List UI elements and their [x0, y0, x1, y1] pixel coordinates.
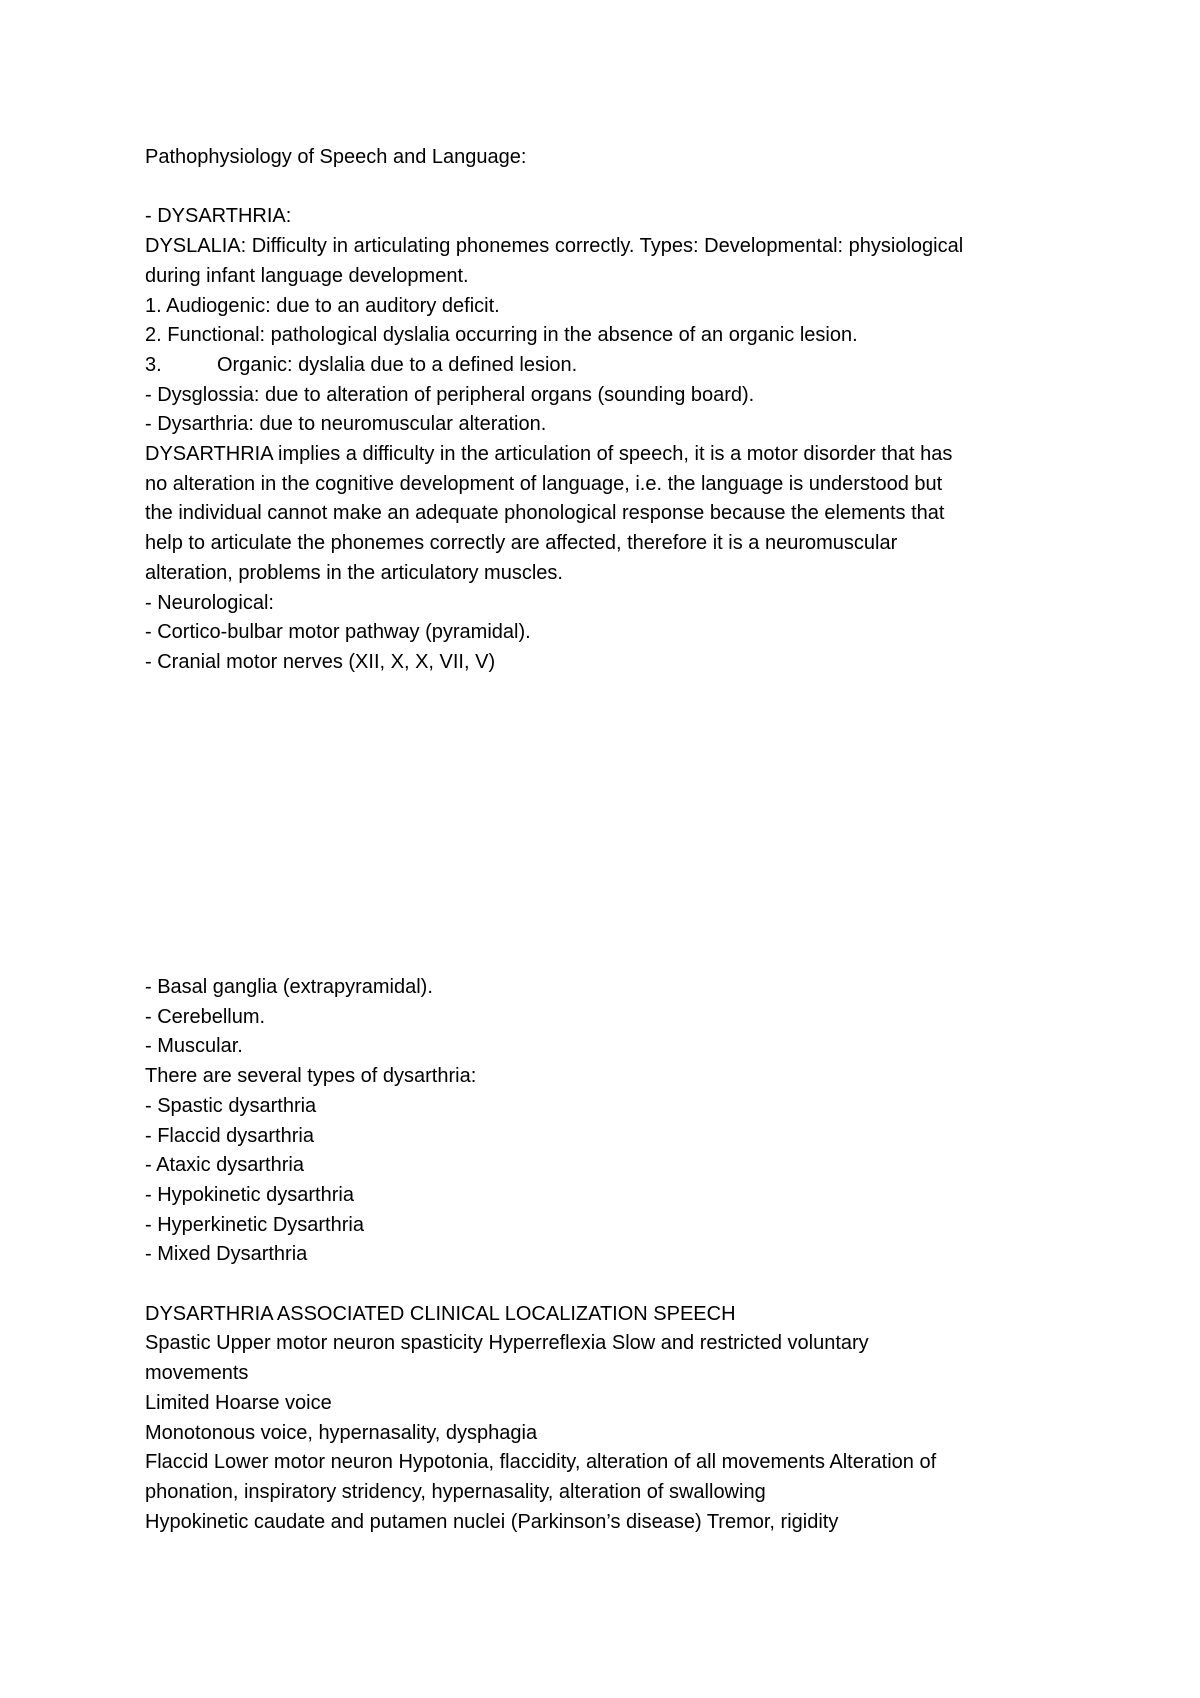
- neurological-item: - Cranial motor nerves (XII, X, X, VII, V): [145, 650, 496, 673]
- text-block-bottom: [145, 973, 1065, 1537]
- table-header: DYSARTHRIA ASSOCIATED CLINICAL LOCALIZATION SPEECH: [145, 1302, 736, 1325]
- list-item-text: Organic: dyslalia due to a defined lesion.: [217, 353, 578, 376]
- neurological-item: - Cortico-bulbar motor pathway (pyramidal).: [145, 621, 531, 644]
- table-line: Spastic Upper motor neuron spasticity Hyperreflexia Slow and restricted voluntary: [145, 1332, 869, 1355]
- dysarthria-type-item: - Flaccid dysarthria: [145, 1124, 314, 1147]
- text-block-top: [145, 143, 1065, 678]
- document-title: Pathophysiology of Speech and Language:: [145, 146, 527, 168]
- section-heading-dysarthria: - DYSARTHRIA:: [145, 205, 292, 228]
- table-line: movements: [145, 1362, 249, 1385]
- dyslalia-definition-line: DYSLALIA: Difficulty in articulating phonemes correctly. Types: Developmental: physiological: [145, 235, 964, 258]
- list-number: 3.: [145, 353, 162, 376]
- table-line: phonation, inspiratory stridency, hypernasality, alteration of swallowing: [145, 1480, 766, 1503]
- blank-line: [145, 1270, 1065, 1300]
- paragraph-line: DYSARTHRIA implies a difficulty in the articulation of speech, it is a motor disorder that has: [145, 443, 953, 466]
- table-line: Hypokinetic caudate and putamen nuclei (Parkinson’s disease) Tremor, rigidity: [145, 1510, 839, 1533]
- dysarthria-type-item: - Spastic dysarthria: [145, 1094, 317, 1117]
- dysarthria-type-item: - Hypokinetic dysarthria: [145, 1183, 354, 1206]
- blank-line: [145, 173, 1065, 203]
- dysglossia-item: - Dysglossia: due to alteration of peripheral organs (sounding board).: [145, 383, 755, 406]
- dysarthria-type-item: - Mixed Dysarthria: [145, 1243, 308, 1266]
- types-intro: There are several types of dysarthria:: [145, 1065, 477, 1088]
- paragraph-line: the individual cannot make an adequate phonological response because the elements that: [145, 502, 945, 525]
- neurological-item: - Muscular.: [145, 1035, 243, 1058]
- table-line: Flaccid Lower motor neuron Hypotonia, flaccidity, alteration of all movements Alteration of: [145, 1451, 937, 1474]
- table-line: Limited Hoarse voice: [145, 1391, 332, 1414]
- dysarthria-item: - Dysarthria: due to neuromuscular alteration.: [145, 413, 547, 436]
- dyslalia-type-item: 1. Audiogenic: due to an auditory deficit.: [145, 294, 500, 317]
- dyslalia-type-item: 2. Functional: pathological dyslalia occurring in the absence of an organic lesion.: [145, 324, 858, 347]
- dyslalia-definition-line: during infant language development.: [145, 264, 469, 287]
- paragraph-line: no alteration in the cognitive development of language, i.e. the language is understood but: [145, 472, 943, 495]
- table-line: Monotonous voice, hypernasality, dysphagia: [145, 1421, 538, 1444]
- neurological-item: - Cerebellum.: [145, 1005, 266, 1028]
- dysarthria-type-item: - Hyperkinetic Dysarthria: [145, 1213, 364, 1236]
- paragraph-line: help to articulate the phonemes correctly are affected, therefore it is a neuromuscular: [145, 532, 898, 555]
- paragraph-line: alteration, problems in the articulatory muscles.: [145, 561, 563, 584]
- dysarthria-type-item: - Ataxic dysarthria: [145, 1154, 304, 1177]
- dyslalia-type-item: [145, 351, 1065, 381]
- neurological-item: - Basal ganglia (extrapyramidal).: [145, 976, 433, 998]
- neurological-item: - Neurological:: [145, 591, 274, 614]
